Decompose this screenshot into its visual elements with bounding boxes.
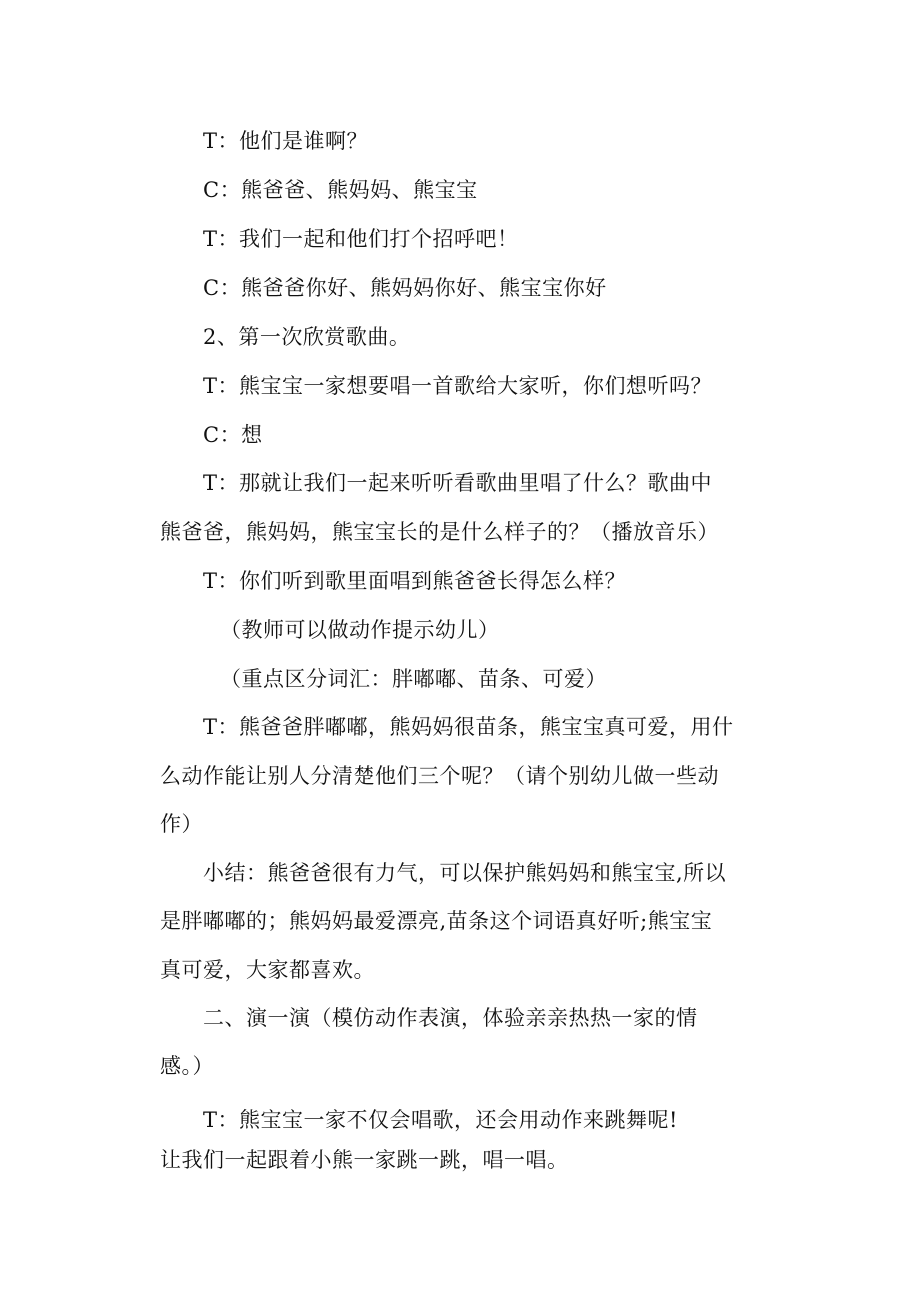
dialogue-teacher-greet: T：我们一起和他们打个招呼吧！ [203, 227, 519, 251]
paragraph-actions-line-3: 作） [160, 812, 203, 836]
note-key-vocabulary: （重点区分词汇：胖嘟嘟、苗条、可爱） [220, 667, 607, 691]
dialogue-teacher-question: T：你们听到歌里面唱到熊爸爸长得怎么样？ [203, 569, 627, 593]
summary-line-2: 是胖嘟嘟的；熊妈妈最爱漂亮,苗条这个词语真好听;熊宝宝 [160, 909, 713, 933]
paragraph-listen-line-1: T：那就让我们一起来听听看歌曲里唱了什么？歌曲中 [203, 471, 713, 495]
paragraph-listen-line-2: 熊爸爸，熊妈妈，熊宝宝长的是什么样子的？（播放音乐） [160, 520, 719, 544]
paragraph-actions-line-2: 么动作能让别人分清楚他们三个呢？（请个别幼儿做一些动 [160, 764, 719, 788]
section-two-line-1: 二、演一演（模仿动作表演，体验亲亲热热一家的情 [203, 1006, 698, 1030]
dialogue-teacher-who: T：他们是谁啊？ [203, 129, 369, 153]
dialogue-teacher-song: T：熊宝宝一家想要唱一首歌给大家听，你们想听吗？ [203, 374, 713, 398]
summary-line-3: 真可爱，大家都喜欢。 [160, 958, 375, 982]
note-teacher-action: （教师可以做动作提示幼儿） [220, 618, 500, 642]
section-two-line-2: 感。） [160, 1054, 214, 1078]
paragraph-dance-line-2: 让我们一起跟着小熊一家跳一跳，唱一唱。 [160, 1148, 569, 1172]
paragraph-actions-line-1: T：熊爸爸胖嘟嘟，熊妈妈很苗条，熊宝宝真可爱，用什 [203, 715, 734, 739]
dialogue-children-names: C：熊爸爸、熊妈妈、熊宝宝 [203, 178, 478, 202]
dialogue-children-greet: C：熊爸爸你好、熊妈妈你好、熊宝宝你好 [203, 276, 607, 300]
dialogue-children-want: C：想 [203, 423, 263, 447]
summary-line-1: 小结：熊爸爸很有力气，可以保护熊妈妈和熊宝宝,所以 [203, 861, 727, 885]
paragraph-dance-line-1: T：熊宝宝一家不仅会唱歌，还会用动作来跳舞呢! [203, 1108, 678, 1132]
section-step-2: 2、第一次欣赏歌曲。 [203, 325, 411, 349]
